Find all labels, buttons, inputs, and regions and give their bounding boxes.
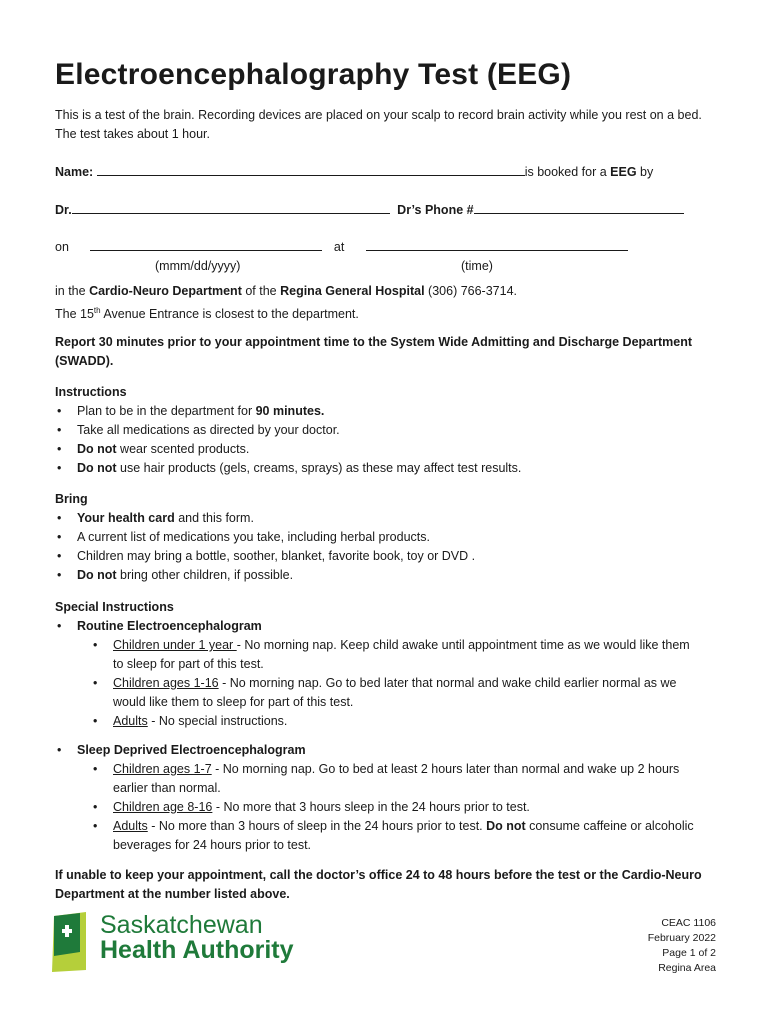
doctor-name-field[interactable] <box>72 201 390 214</box>
page-number: Page 1 of 2 <box>662 947 716 959</box>
instructions-heading: Instructions <box>55 385 127 399</box>
list-item: • Your health card and this form. <box>55 509 715 528</box>
name-field[interactable] <box>97 163 525 176</box>
list-item: • Adults - No special instructions. <box>91 712 701 731</box>
instructions-section <box>55 383 715 478</box>
doctor-row <box>55 201 715 220</box>
sleep-deprived-title: Sleep Deprived Electroencephalogram <box>77 743 306 757</box>
date-hint: (mmm/dd/yyyy) <box>155 259 241 273</box>
logo-line-2: Health Authority <box>100 936 294 964</box>
special-section <box>55 598 715 855</box>
name-row <box>55 163 715 182</box>
doctor-phone-field[interactable] <box>474 201 684 214</box>
date-field[interactable] <box>90 238 322 251</box>
location-text: in the Cardio-Neuro Department of the Regina General Hospital (306) 766-3714. The 15th Avenue Entrance is closest to the department. <box>55 284 518 322</box>
booked-text: is booked for a EEG by <box>524 165 654 179</box>
phone-label: Dr’s Phone # <box>397 203 474 217</box>
dr-label: Dr. <box>55 203 72 217</box>
list-item: • Children under 1 year - No morning nap. Keep child awake until appointment time as we would like them to sleep for part of this test. <box>91 636 701 674</box>
list-item: • Plan to be in the department for 90 minutes. <box>55 402 715 421</box>
list-item: • Do not wear scented products. <box>55 440 715 459</box>
list-item: • Take all medications as directed by your doctor. <box>55 421 715 440</box>
special-heading: Special Instructions <box>55 600 174 614</box>
form-date: February 2022 <box>647 932 716 944</box>
list-item: • Children ages 1-16 - No morning nap. Go to bed later that normal and wake child earlier normal as we would like them to sleep for part of this test. <box>91 674 701 712</box>
logo-line-1: Saskatchewan <box>100 911 263 939</box>
list-item <box>55 741 715 855</box>
bring-section <box>55 490 715 585</box>
name-label: Name: <box>55 165 94 179</box>
report-notice: Report 30 minutes prior to your appointment time to the System Wide Admitting and Discharge Department (SWADD). <box>55 335 692 368</box>
list-item: • Adults - No more than 3 hours of sleep in the 24 hours prior to test. Do not consume caffeine or alcoholic beverages for 24 hours prior to test. <box>91 817 701 855</box>
bring-heading: Bring <box>55 492 88 506</box>
time-hint: (time) <box>461 259 493 273</box>
form-code: CEAC 1106 <box>661 917 716 929</box>
list-item: • Do not bring other children, if possible. <box>55 566 715 585</box>
health-authority-logo-icon <box>50 912 90 972</box>
closing-notice: If unable to keep your appointment, call the doctor’s office 24 to 48 hours before the test or the Cardio-Neuro Department at the number listed above. <box>55 868 702 901</box>
list-item: • A current list of medications you take, including herbal products. <box>55 528 715 547</box>
date-row <box>55 238 715 257</box>
list-item: • Children age 8-16 - No more that 3 hours sleep in the 24 hours prior to test. <box>91 798 701 817</box>
list-item <box>55 617 715 731</box>
intro-text: This is a test of the brain. Recording devices are placed on your scalp to record brain activity while you rest on a bed. The test takes about 1 hour. <box>55 108 702 141</box>
area-name: Regina Area <box>658 962 716 974</box>
time-field[interactable] <box>366 238 628 251</box>
list-item: • Children may bring a bottle, soother, blanket, favorite book, toy or DVD . <box>55 547 715 566</box>
routine-title: Routine Electroencephalogram <box>77 619 262 633</box>
page-title: Electroencephalography Test (EEG) <box>55 58 572 91</box>
at-label: at <box>333 240 345 254</box>
list-item: • Do not use hair products (gels, creams, sprays) as these may affect test results. <box>55 459 715 478</box>
on-label: on <box>55 240 69 254</box>
list-item: • Children ages 1-7 - No morning nap. Go to bed at least 2 hours later than normal and wake up 2 hours earlier than normal. <box>91 760 701 798</box>
footer-info <box>648 916 716 976</box>
